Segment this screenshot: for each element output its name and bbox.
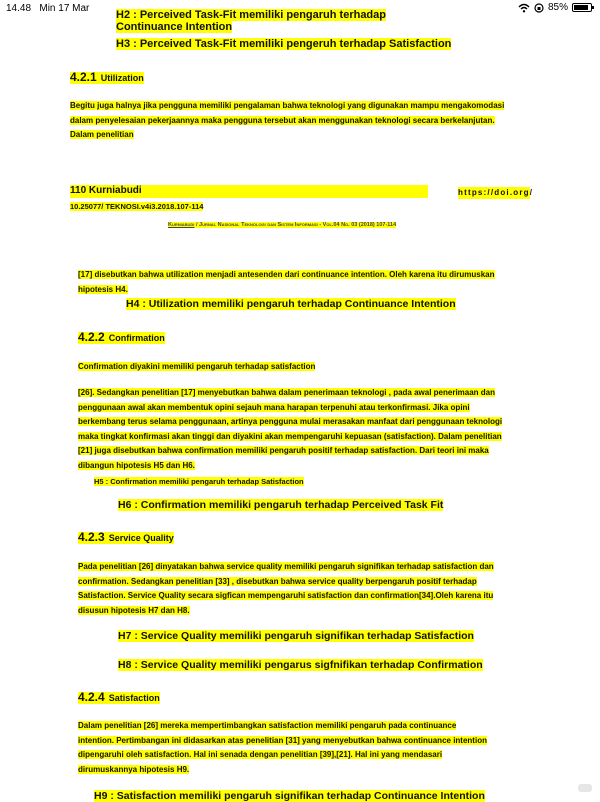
hypothesis-h9-text: H9 : Satisfaction memiliki pengaruh signifikan terhadap Continuance Intention (94, 790, 485, 802)
section-heading-4-2-2 (78, 330, 165, 344)
hypothesis-h4-text: H4 : Utilization memiliki pengaruh terhadap Continuance Intention (126, 298, 456, 310)
paragraph-service-quality (78, 560, 530, 618)
hypothesis-h2-text: H2 : Perceived Task-Fit memiliki pengaruh terhadap Continuance Intention (116, 9, 386, 33)
status-bar (0, 0, 600, 18)
line: [21] juga disebutkan bahwa confirmation memiliki pengaruh positif terhadap satisfaction. Dari teori ini maka (78, 446, 489, 455)
date: Min 17 Mar (39, 3, 90, 14)
paragraph-text: Confirmation diyakini memiliki pengaruh terhadap satisfaction (78, 362, 316, 371)
line: disusun hipotesis H7 dan H8. (78, 605, 190, 615)
paragraph-confirmation-intro (78, 360, 315, 375)
section-title: Utilization (100, 73, 144, 83)
paragraph-utilization-cont (78, 268, 530, 297)
battery-icon (572, 3, 592, 12)
footer-left: 110 Kurniabudi (70, 185, 142, 196)
line: [26]. Sedangkan penelitian [17] menyebutkan bahwa dalam penerimaan teknologi , pada awal penerimaan dan (78, 388, 496, 397)
hypothesis-h5 (94, 477, 304, 486)
hypothesis-h3 (116, 38, 451, 50)
line: dalam penyelesaian pekerjaannya maka pengguna tersebut akan menggunakan teknologi secara berkelanjutan. (70, 115, 495, 125)
section-number: 4.2.2 (78, 330, 105, 344)
section-title: Confirmation (108, 333, 165, 343)
line: maka tingkat konfirmasi akan tinggi dan diyakini akan mempengaruhi kepuasan (satisfaction). Dalam penelitian (78, 431, 502, 441)
hypothesis-h4 (126, 298, 456, 310)
section-heading-4-2-4 (78, 690, 160, 704)
battery-percent: 85% (547, 2, 568, 13)
section-number: 4.2.3 (78, 530, 105, 544)
hypothesis-h8 (118, 659, 483, 671)
line: dibangun hipotesis H5 dan H6. (78, 460, 195, 470)
line: dirumuskannya hipotesis H9. (78, 764, 190, 774)
section-title: Satisfaction (108, 693, 160, 703)
journal-header (168, 222, 396, 228)
hypothesis-h8-text: H8 : Service Quality memiliki pengarus sigfnifikan terhadap Confirmation (118, 659, 483, 671)
clock: 14.48 (6, 3, 32, 14)
journal-title: / Jurnal Nasional Teknologi dan Sistem Informasi - Vol.04 No. 03 (2018) 107-114 (194, 222, 397, 228)
paragraph-satisfaction (78, 719, 530, 777)
line: intention. Pertimbangan ini didasarkan atas penelitian [31] yang menyebutkan bahwa continuance intention (78, 735, 487, 745)
section-title: Service Quality (108, 533, 174, 543)
line: Begitu juga halnya jika pengguna memiliki pengalaman bahwa teknologi yang digunakan mampu mengakomodasi (70, 101, 505, 110)
hypothesis-h7-text: H7 : Service Quality memiliki pengaruh signifikan terhadap Satisfaction (118, 630, 474, 642)
line: hipotesis H4. (78, 284, 128, 294)
section-heading-4-2-3 (78, 530, 174, 544)
footer-doi-text: 10.25077/ TEKNOSI.v4i3.2018.107-114 (70, 202, 204, 211)
wifi-icon (518, 3, 530, 13)
status-right (518, 2, 592, 13)
line: penggunaan awal akan membentuk opini sejauh mana harapan terpenuhi atau terkonfirmasi. Jika opini (78, 402, 470, 412)
line: confirmation. Sedangkan penelitian [33] , disebutkan bahwa service quality berpengaruh positif terhadap (78, 576, 477, 586)
section-heading-4-2-1 (70, 70, 144, 84)
paragraph-confirmation (78, 386, 530, 473)
line: Satisfaction. Service Quality secara sigfican mempengaruhi satisfaction dan confirmation[34].Oleh karena itu (78, 591, 494, 600)
hypothesis-h5-text: H5 : Confirmation memiliki pengaruh terhadap Satisfaction (94, 477, 304, 486)
footer-url: https://doi.org/ (458, 188, 534, 197)
section-number: 4.2.1 (70, 70, 97, 84)
hypothesis-h6-text: H6 : Confirmation memiliki pengaruh terhadap Perceived Task Fit (118, 499, 444, 511)
paragraph-utilization (70, 99, 530, 143)
line: dipengaruhi oleh satisfaction. Hal ini senada dengan penelitian [39],[21]. Hal ini yang mendasari (78, 750, 443, 759)
hypothesis-h6 (118, 499, 443, 511)
orientation-lock-icon (534, 3, 544, 13)
section-number: 4.2.4 (78, 690, 105, 704)
line: berkembang terus selama penggunaan, artinya pengguna mulai merasakan manfaat dari penggunaan teknologi (78, 417, 503, 426)
line: Dalam penelitian [26] mereka mempertimbangkan satisfaction memiliki pengaruh pada continuance (78, 721, 457, 730)
line: Pada penelitian [26] dinyatakan bahwa service quality memiliki pengaruh signifikan terhadap satisfaction dan (78, 562, 494, 571)
status-time (6, 3, 89, 14)
footer-doi (70, 202, 203, 211)
line: Dalam penelitian (70, 130, 134, 139)
journal-author: Kurniabudi (168, 222, 195, 228)
scroll-indicator[interactable] (578, 784, 592, 792)
hypothesis-h7 (118, 630, 474, 642)
line: [17] disebutkan bahwa utilization menjadi antesenden dari continuance intention. Oleh karena itu dirumuskan (78, 270, 495, 279)
hypothesis-h3-text: H3 : Perceived Task-Fit memiliki pengeruh terhadap Satisfaction (116, 38, 452, 50)
hypothesis-h9 (94, 790, 485, 800)
